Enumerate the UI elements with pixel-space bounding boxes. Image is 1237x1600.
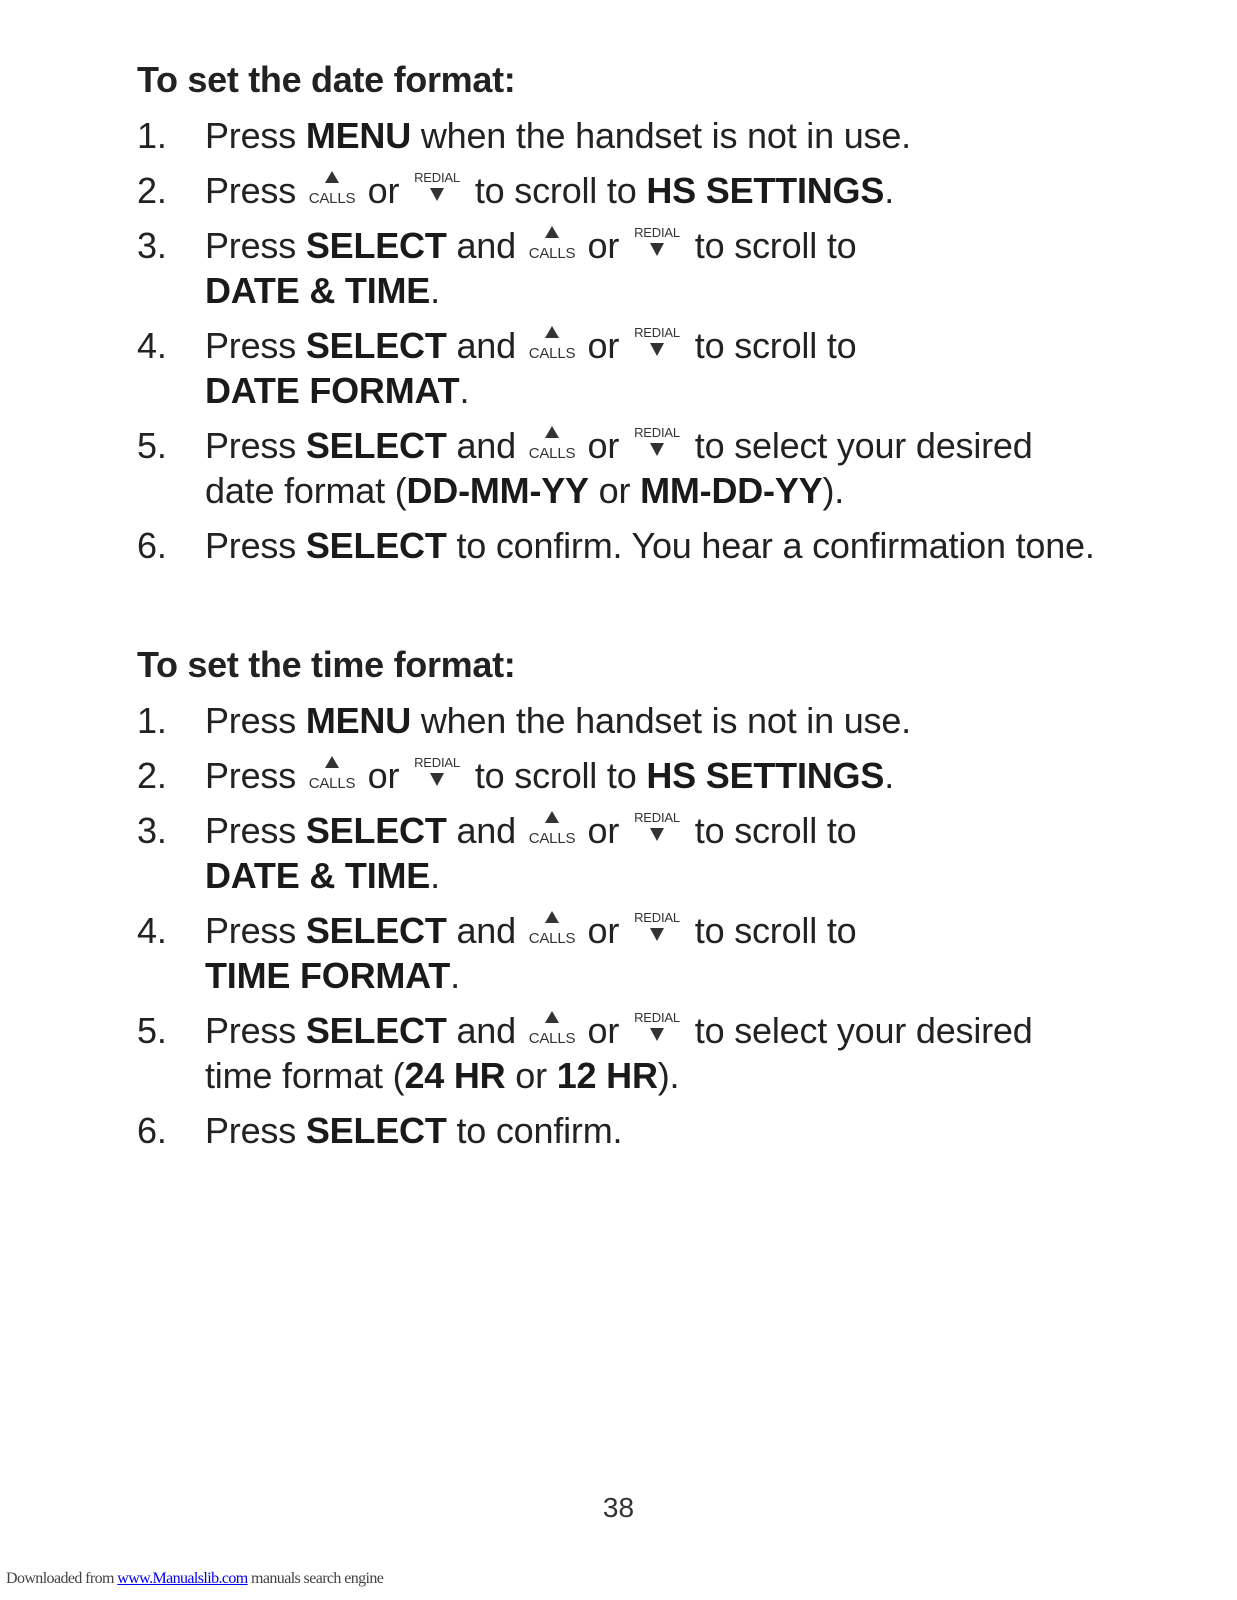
date-format-heading: To set the date format: [137, 59, 516, 100]
redial-down-arrow-icon [629, 224, 685, 264]
step-number: 5. [137, 425, 167, 466]
key-label: MENU [305, 700, 412, 741]
time-step-1 [137, 698, 1097, 743]
step-text: or [587, 810, 629, 851]
menu-label: TIME FORMAT [205, 955, 451, 996]
step-number: 3. [137, 810, 167, 851]
menu-label: DATE & TIME [205, 270, 431, 311]
step-text: or [588, 470, 641, 511]
redial-down-arrow-icon [409, 754, 465, 794]
key-label: MENU [305, 115, 412, 156]
key-label: SELECT [305, 325, 447, 366]
step-number: 3. [137, 225, 167, 266]
step-text: Press [205, 700, 306, 741]
redial-down-arrow-icon [629, 424, 685, 464]
date-step-2 [137, 168, 1097, 213]
calls-icon-label: CALLS [528, 345, 575, 362]
step-text: or [587, 325, 629, 366]
option-label: 12 HR [556, 1055, 658, 1096]
menu-label: DATE FORMAT [205, 370, 460, 411]
step-number: 1. [137, 115, 167, 156]
date-format-section [137, 58, 1097, 578]
step-text: Press [205, 1110, 306, 1151]
time-step-4 [137, 908, 1097, 998]
step-text: to scroll to [694, 810, 857, 851]
step-text: ). [657, 1055, 680, 1096]
time-format-heading: To set the time format: [137, 644, 516, 685]
step-number: 4. [137, 325, 167, 366]
step-text: or [587, 425, 629, 466]
step-text: to scroll to [474, 755, 647, 796]
step-text: Press [205, 525, 306, 566]
date-step-5 [137, 423, 1097, 513]
calls-icon-label: CALLS [308, 775, 356, 792]
date-step-3 [137, 223, 1097, 313]
step-text: Press [205, 1010, 306, 1051]
step-text: or [367, 170, 410, 211]
step-text: or [587, 1010, 629, 1051]
step-text: Press [205, 170, 306, 211]
step-text: . [884, 170, 894, 211]
redial-icon-label: REDIAL [634, 1010, 680, 1025]
date-step-1 [137, 113, 1097, 158]
calls-up-arrow-icon [526, 424, 578, 464]
calls-icon-label: CALLS [308, 190, 356, 207]
step-text: or [587, 225, 629, 266]
step-text: to scroll to [694, 225, 857, 266]
step-text: and [446, 810, 526, 851]
redial-down-arrow-icon [629, 324, 685, 364]
step-text: to scroll to [474, 170, 647, 211]
manualslib-link[interactable]: www.Manualslib.com [117, 1570, 248, 1587]
menu-label: HS SETTINGS [646, 755, 885, 796]
step-text: when the handset is not in use. [411, 115, 911, 156]
redial-down-arrow-icon [629, 809, 685, 849]
menu-label: DATE & TIME [205, 855, 431, 896]
key-label: SELECT [305, 525, 447, 566]
step-text: . [430, 855, 440, 896]
redial-icon-label: REDIAL [634, 910, 680, 925]
calls-icon-label: CALLS [528, 830, 575, 847]
page-number: 38 [602, 1492, 635, 1523]
calls-up-arrow-icon [526, 809, 578, 849]
calls-up-arrow-icon [306, 169, 358, 209]
step-number: 6. [137, 525, 167, 566]
key-label: SELECT [305, 425, 447, 466]
step-text: to confirm. [446, 1110, 623, 1151]
time-step-6 [137, 1108, 1097, 1153]
calls-up-arrow-icon [526, 224, 578, 264]
key-label: SELECT [305, 810, 447, 851]
step-text: . [450, 955, 460, 996]
key-label: SELECT [305, 225, 447, 266]
step-number: 6. [137, 1110, 167, 1151]
time-step-5 [137, 1008, 1097, 1098]
option-label: 24 HR [404, 1055, 506, 1096]
time-format-section [137, 643, 1097, 1163]
key-label: SELECT [305, 1010, 447, 1051]
key-label: SELECT [305, 910, 447, 951]
redial-icon-label: REDIAL [634, 225, 680, 240]
redial-icon-label: REDIAL [634, 425, 680, 440]
step-text: Press [205, 225, 306, 266]
step-text: to scroll to [694, 325, 857, 366]
redial-icon-label: REDIAL [414, 755, 460, 770]
step-text: ). [822, 470, 845, 511]
date-step-4 [137, 323, 1097, 413]
redial-icon-label: REDIAL [634, 325, 680, 340]
redial-down-arrow-icon [629, 909, 685, 949]
step-text: . [459, 370, 470, 411]
step-text: . [884, 755, 894, 796]
footer-prefix: Downloaded from [6, 1570, 118, 1587]
time-step-3 [137, 808, 1097, 898]
redial-down-arrow-icon [629, 1009, 685, 1049]
step-number: 1. [137, 700, 167, 741]
calls-up-arrow-icon [526, 909, 578, 949]
step-text: or [367, 755, 410, 796]
step-number: 2. [137, 170, 167, 211]
step-text: Press [205, 755, 306, 796]
calls-up-arrow-icon [526, 324, 578, 364]
step-text: and [446, 910, 526, 951]
calls-icon-label: CALLS [528, 930, 575, 947]
step-text: or [587, 910, 629, 951]
step-text: to confirm. You hear a confirmation tone. [446, 525, 1095, 566]
step-text: Press [205, 115, 306, 156]
date-step-6 [137, 523, 1097, 568]
calls-up-arrow-icon [526, 1009, 578, 1049]
time-step-2 [137, 753, 1097, 798]
footer-suffix: manuals search engine [247, 1570, 384, 1587]
redial-icon-label: REDIAL [634, 810, 680, 825]
option-label: MM-DD-YY [640, 470, 823, 511]
step-text: Press [205, 425, 306, 466]
step-number: 4. [137, 910, 167, 951]
step-text: and [446, 225, 526, 266]
step-text: Press [205, 910, 306, 951]
date-format-steps [137, 113, 1097, 568]
redial-icon-label: REDIAL [414, 170, 460, 185]
time-format-steps [137, 698, 1097, 1153]
step-text: and [446, 1010, 526, 1051]
step-text: Press [205, 810, 306, 851]
step-text: or [505, 1055, 557, 1096]
key-label: SELECT [305, 1110, 447, 1151]
option-label: DD-MM-YY [406, 470, 589, 511]
step-text: to scroll to [694, 910, 857, 951]
step-text: to select your desired date format ( [205, 425, 1033, 511]
menu-label: HS SETTINGS [646, 170, 885, 211]
step-number: 2. [137, 755, 167, 796]
calls-icon-label: CALLS [528, 1030, 575, 1047]
download-footer [6, 1570, 383, 1588]
step-text: when the handset is not in use. [411, 700, 911, 741]
step-text: and [446, 425, 526, 466]
calls-icon-label: CALLS [528, 445, 575, 462]
step-text: and [446, 325, 526, 366]
step-text: . [430, 270, 440, 311]
step-text: Press [205, 325, 306, 366]
redial-down-arrow-icon [409, 169, 465, 209]
calls-up-arrow-icon [306, 754, 358, 794]
step-text: to select your desired time format ( [205, 1010, 1033, 1096]
step-number: 5. [137, 1010, 167, 1051]
calls-icon-label: CALLS [528, 245, 575, 262]
